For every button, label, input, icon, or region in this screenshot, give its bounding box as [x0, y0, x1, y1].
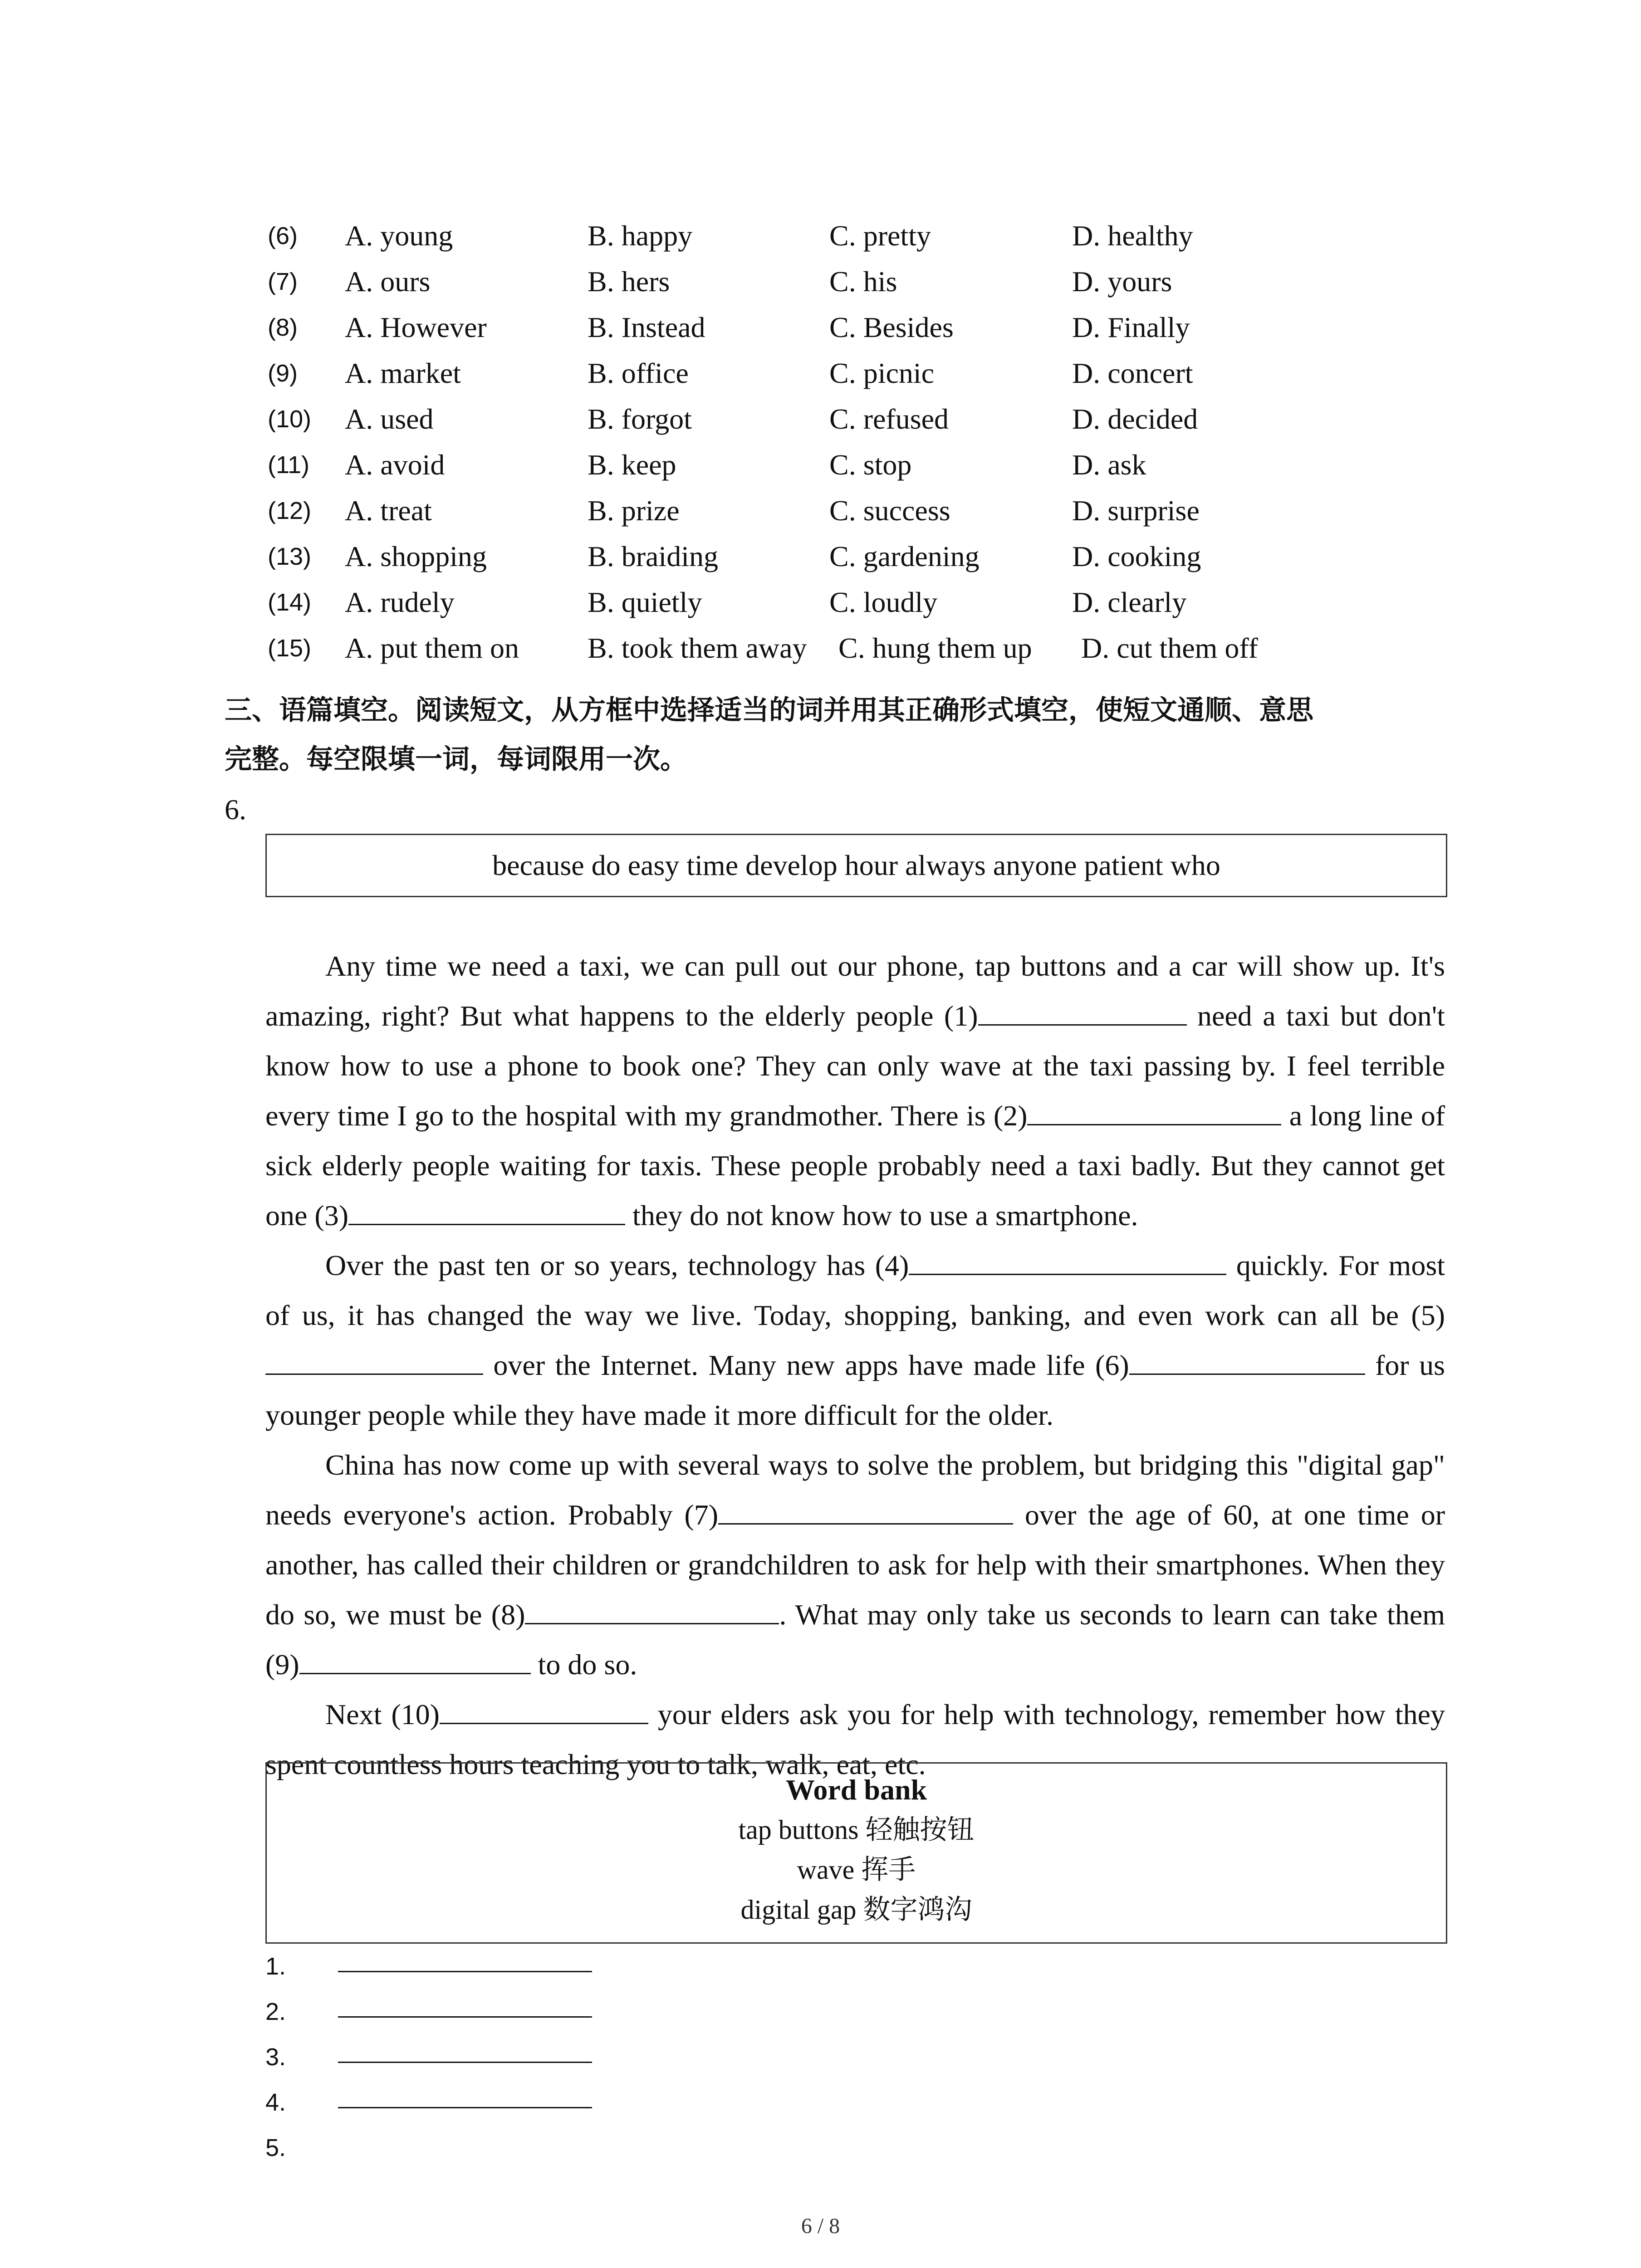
blank-3[interactable]: [348, 1191, 625, 1225]
option-d[interactable]: D. cut them off: [1081, 632, 1258, 664]
passage-text: Next (10): [325, 1698, 440, 1730]
option-row: [268, 488, 1357, 533]
option-b[interactable]: B. happy: [588, 220, 693, 252]
answer-number: 5.: [265, 2134, 286, 2161]
section-heading-line2: 完整。每空限填一词，每词限用一次。: [225, 743, 687, 775]
option-row-number: (15): [268, 635, 312, 662]
option-row: [268, 213, 1357, 259]
option-row: [268, 259, 1357, 304]
answer-line[interactable]: [338, 2016, 592, 2018]
blank-9[interactable]: [299, 1640, 531, 1674]
option-d[interactable]: D. concert: [1072, 357, 1193, 389]
answer-number: 3.: [265, 2043, 286, 2071]
option-row: [268, 305, 1357, 350]
option-row-number: (14): [268, 589, 312, 616]
passage-text: need a taxi but don't know how to use a phone to book one? They can only wave at the taxi passing by. I feel terrible every time I go to the hospital with my grandmother. There is (2): [265, 1000, 1445, 1132]
option-d[interactable]: D. clearly: [1072, 586, 1187, 618]
blank-10[interactable]: [440, 1690, 648, 1724]
answer-row: [265, 2034, 286, 2080]
option-a[interactable]: A. avoid: [345, 449, 445, 481]
option-d[interactable]: D. surprise: [1072, 494, 1200, 527]
answer-line[interactable]: [338, 2107, 592, 2108]
section-heading-line1: 三、语篇填空。阅读短文，从方框中选择适当的词并用其正确形式填空，使短文通顺、意思: [225, 694, 1313, 726]
option-c[interactable]: C. hung them up: [838, 632, 1032, 664]
option-a[interactable]: A. However: [345, 311, 487, 343]
blank-2[interactable]: [1027, 1091, 1281, 1125]
blank-5[interactable]: [265, 1341, 483, 1375]
option-c[interactable]: C. his: [829, 265, 897, 298]
option-row-number: (13): [268, 543, 312, 570]
option-a[interactable]: A. used: [345, 403, 434, 435]
answer-number: 1.: [265, 1953, 286, 1980]
option-row-number: (10): [268, 406, 312, 433]
option-row-number: (11): [268, 451, 310, 479]
answer-number: 4.: [265, 2089, 286, 2116]
option-d[interactable]: D. Finally: [1072, 311, 1190, 343]
option-b[interactable]: B. office: [588, 357, 689, 389]
option-row: [268, 580, 1357, 625]
option-d[interactable]: D. yours: [1072, 265, 1172, 298]
paragraph-3: [265, 1440, 1445, 1690]
answer-number: 2.: [265, 1998, 286, 2025]
answer-row: [265, 2080, 286, 2125]
option-d[interactable]: D. decided: [1072, 403, 1198, 435]
paragraph-1: [265, 941, 1445, 1241]
word-bank-box: [265, 1762, 1447, 1944]
option-c[interactable]: C. refused: [829, 403, 949, 435]
option-row: [268, 351, 1357, 396]
passage-text: over the Internet. Many new apps have made life (6): [483, 1349, 1129, 1381]
option-c[interactable]: C. pretty: [829, 220, 931, 252]
option-a[interactable]: A. ours: [345, 265, 431, 298]
question-number: 6.: [225, 793, 246, 826]
option-d[interactable]: D. healthy: [1072, 220, 1193, 252]
option-b[interactable]: B. took them away: [588, 632, 807, 664]
option-b[interactable]: B. prize: [588, 494, 680, 527]
passage: [265, 941, 1445, 1789]
blank-7[interactable]: [718, 1491, 1013, 1525]
paragraph-2: [265, 1241, 1445, 1440]
word-box-text: because do easy time develop hour always anyone patient who: [492, 849, 1220, 881]
option-b[interactable]: B. hers: [588, 265, 670, 298]
option-c[interactable]: C. loudly: [829, 586, 938, 618]
blank-4[interactable]: [909, 1241, 1226, 1275]
option-d[interactable]: D. ask: [1072, 449, 1146, 481]
answer-row: [265, 1944, 286, 1989]
option-d[interactable]: D. cooking: [1072, 540, 1201, 572]
option-row-number: (12): [268, 497, 312, 524]
answer-row: [265, 1989, 286, 2034]
page-number: 6 / 8: [801, 2214, 840, 2238]
passage-text: your elders ask you for help with technology, remember how they spent countless hours teaching you to talk, walk, eat, etc.: [265, 1698, 1445, 1780]
passage-text: . What may only take us seconds to learn can take them (9): [265, 1598, 1445, 1681]
blank-6[interactable]: [1129, 1341, 1365, 1375]
answer-line[interactable]: [338, 2062, 592, 2063]
passage-text: Over the past ten or so years, technology has (4): [325, 1249, 909, 1281]
option-row-number: (7): [268, 268, 298, 295]
option-a[interactable]: A. put them on: [345, 632, 519, 664]
option-b[interactable]: B. forgot: [588, 403, 692, 435]
option-b[interactable]: B. keep: [588, 449, 676, 481]
option-row-number: (8): [268, 314, 298, 341]
word-bank-title: Word bank: [785, 1774, 927, 1806]
option-row: [268, 442, 1357, 488]
option-c[interactable]: C. success: [829, 494, 950, 527]
option-row-number: (6): [268, 222, 298, 249]
option-row-number: (9): [268, 360, 298, 387]
section-heading: [225, 686, 1450, 784]
passage-text: over the age of 60, at one time or another, has called their children or grandchildren to ask for help with their smartphones. When they do so, we must be (8): [265, 1499, 1445, 1631]
option-row: [268, 396, 1357, 442]
word-box: [265, 834, 1447, 897]
word-bank-entry: digital gap 数字鸿沟: [740, 1895, 972, 1925]
passage-text: Any time we need a taxi, we can pull out our phone, tap buttons and a car will show up. It's amazing, right? But what happens to the elderly people (1): [265, 950, 1445, 1032]
passage-text: quickly. For most of us, it has changed the way we live. Today, shopping, banking, and even work can all be (5): [265, 1249, 1445, 1331]
option-a[interactable]: A. market: [345, 357, 461, 389]
option-c[interactable]: C. Besides: [829, 311, 954, 343]
answer-row: [265, 2125, 286, 2170]
option-row: [268, 534, 1357, 579]
passage-text: China has now come up with several ways to solve the problem, but bridging this "digital gap" needs everyone's action. Probably (7): [265, 1449, 1445, 1531]
word-bank-entry: tap buttons 轻触按钮: [738, 1815, 975, 1845]
answer-line[interactable]: [338, 1971, 592, 1972]
passage-text: for us younger people while they have made it more difficult for the older.: [265, 1349, 1445, 1431]
option-a[interactable]: A. shopping: [345, 540, 487, 572]
option-b[interactable]: B. Instead: [588, 311, 705, 343]
option-c[interactable]: C. gardening: [829, 540, 980, 572]
passage-text: to do so.: [530, 1648, 637, 1681]
blank-8[interactable]: [525, 1590, 779, 1624]
option-b[interactable]: B. quietly: [588, 586, 702, 618]
option-row: [268, 626, 1357, 671]
passage-text: a long line of sick elderly people waiting for taxis. These people probably need a taxi badly. But they cannot get one (3): [265, 1100, 1445, 1232]
option-b[interactable]: B. braiding: [588, 540, 718, 572]
blank-1[interactable]: [978, 992, 1187, 1026]
option-a[interactable]: A. young: [345, 220, 453, 252]
passage-text: they do not know how to use a smartphone.: [625, 1199, 1138, 1232]
option-a[interactable]: A. treat: [345, 494, 432, 527]
option-a[interactable]: A. rudely: [345, 586, 455, 618]
word-bank-entry: wave 挥手: [797, 1855, 916, 1885]
option-c[interactable]: C. stop: [829, 449, 912, 481]
option-c[interactable]: C. picnic: [829, 357, 935, 389]
